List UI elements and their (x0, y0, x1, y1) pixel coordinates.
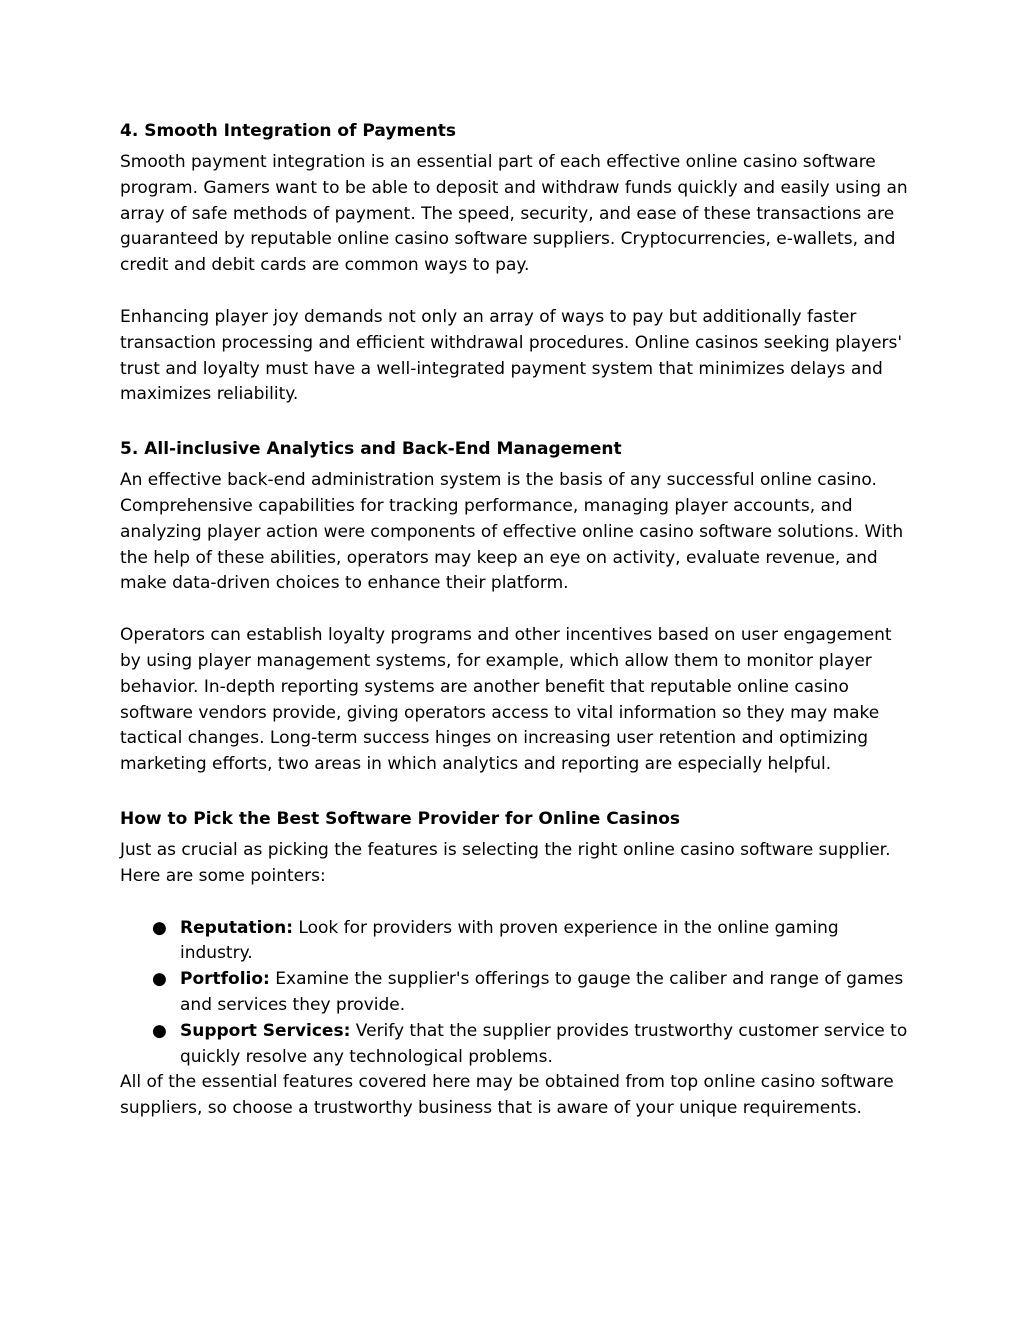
paragraph-closing: All of the essential features covered here may be obtained from top online casino software suppliers, so choose a trustworthy business that is aware of your unique requirements. (120, 1072, 894, 1119)
paragraph-pick-intro: Just as crucial as picking the features is selecting the right online casino software supplier. Here are some pointers: (120, 839, 891, 886)
list-item-term: Portfolio: (180, 969, 270, 990)
section-heading-payments: 4. Smooth Integration of Payments (120, 121, 457, 141)
paragraph-payments-1: Smooth payment integration is an essential part of each effective online casino software program. Gamers want to be able to deposit and withdraw funds quickly and easily using an array of safe methods of payment. The speed, security, and ease of these transactions are guaranteed by reputable online casino software suppliers. Cryptocurrencies, e-wallets, and credit and debit cards are common ways to pay. (120, 152, 908, 276)
list-item-reputation (120, 916, 910, 968)
list-item-text: Look for providers with proven experience in the online gaming industry. (180, 917, 839, 964)
paragraph-analytics-2: Operators can establish loyalty programs and other incentives based on user engagement by using player management systems, for example, which allow them to monitor player behavior. In-depth reporting systems are another benefit that reputable online casino software vendors provide, giving operators access to vital information so they may make tactical changes. Long-term success hinges on increasing user retention and optimizing marketing efforts, two areas in which analytics and reporting are especially helpful. (120, 625, 892, 775)
bullet-icon: ● (152, 1020, 167, 1041)
list-item-text: Verify that the supplier provides trustworthy customer service to quickly resolve any technological problems. (180, 1020, 908, 1067)
section-heading-pick-provider: How to Pick the Best Software Provider for Online Casinos (120, 808, 680, 829)
bullet-icon: ● (152, 969, 167, 990)
list-item-support-services (120, 1019, 910, 1071)
paragraph-analytics-1: An effective back-end administration system is the basis of any successful online casino. Comprehensive capabilities for tracking performance, managing player accounts, and analyzing player action were components of effective online casino software solutions. With the help of these abilities, operators may keep an eye on activity, evaluate revenue, and make data-driven choices to enhance their platform. (120, 470, 904, 594)
list-item-term: Reputation: (180, 917, 294, 938)
paragraph-payments-2: Enhancing player joy demands not only an array of ways to pay but additionally faster transaction processing and efficient withdrawal procedures. Online casinos seeking players' trust and loyalty must have a well-integrated payment system that minimizes delays and maximizes reliability. (120, 306, 903, 405)
pointers-list (120, 916, 910, 1071)
list-item-term: Support Services: (180, 1020, 351, 1041)
document-page (120, 118, 910, 1122)
list-item-portfolio (120, 967, 910, 1019)
list-item-text: Examine the supplier's offerings to gauge the caliber and range of games and services they provide. (180, 969, 904, 1015)
bullet-icon: ● (152, 917, 167, 938)
section-heading-analytics: 5. All-inclusive Analytics and Back-End Management (120, 439, 622, 460)
